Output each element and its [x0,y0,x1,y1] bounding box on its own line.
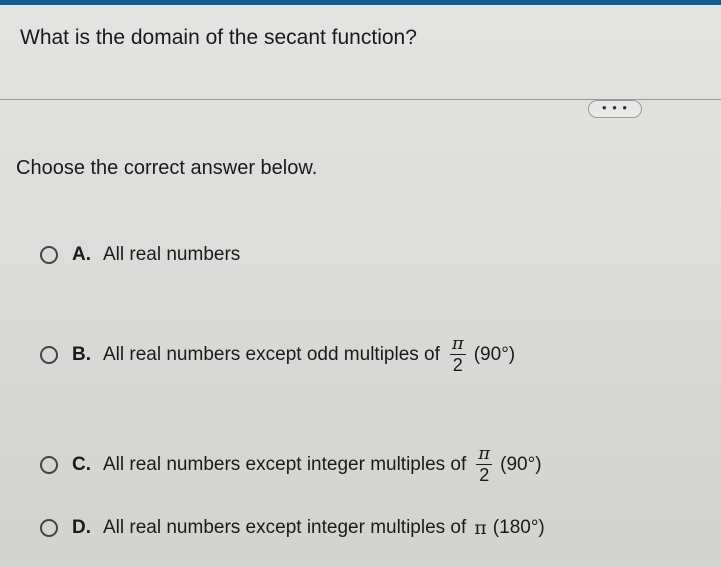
instruction-text: Choose the correct answer below. [16,157,318,179]
fraction-denominator: 2 [479,465,490,485]
option-letter: D. [72,517,91,538]
option-letter: A. [72,244,91,265]
option-letter: B. [72,343,91,365]
option-text: All real numbers except integer multiples of [103,453,467,475]
fraction-denominator: 2 [452,355,463,375]
option-text: All real numbers [103,244,241,265]
question-text: What is the domain of the secant function? [20,26,417,49]
radio-button-b[interactable] [40,346,58,364]
fraction-numerator: π [478,443,491,464]
fraction-numerator: π [451,333,464,354]
option-degrees: (90°) [500,453,542,475]
top-accent-bar [0,0,721,5]
option-degrees: (90°) [473,343,516,365]
option-text: All real numbers except integer multiples of [103,517,467,538]
answer-option-d[interactable] [40,517,545,539]
option-letter: C. [72,453,91,475]
option-text: All real numbers except odd multiples of [103,343,440,365]
answer-option-c[interactable] [40,444,542,485]
radio-button-c[interactable] [40,456,58,474]
fraction [450,334,466,375]
radio-button-a[interactable] [40,246,58,264]
radio-button-d[interactable] [40,519,58,537]
fraction [476,444,492,485]
pi-symbol: π [474,517,487,539]
more-button[interactable]: • • • [588,100,642,118]
answer-option-b[interactable] [40,334,515,375]
option-degrees: (180°) [492,517,545,538]
answer-option-a[interactable] [40,244,240,266]
